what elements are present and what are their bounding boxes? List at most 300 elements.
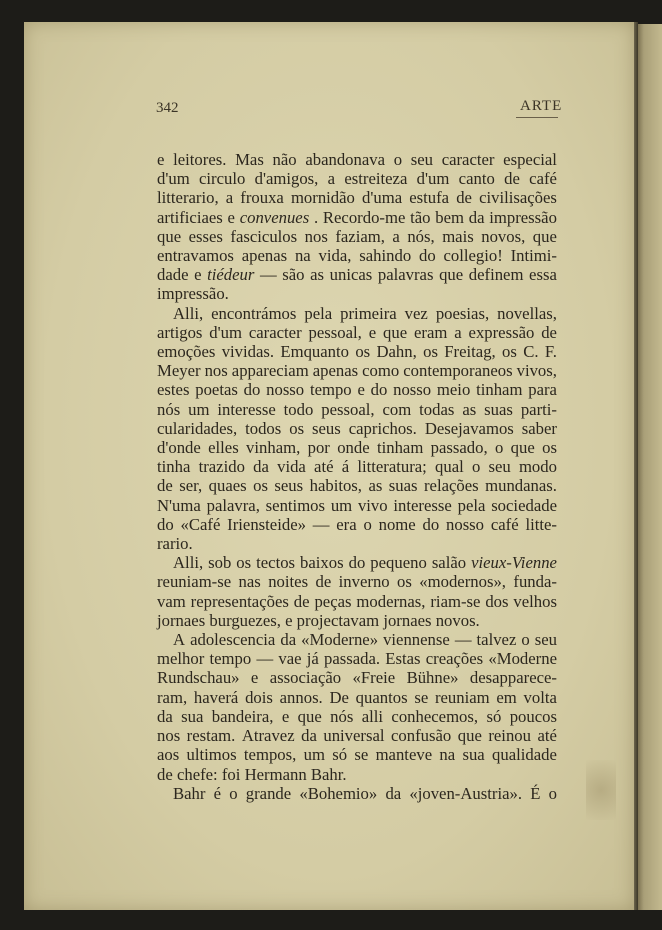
word: «Moderne bbox=[488, 649, 557, 669]
word: dade bbox=[157, 265, 189, 285]
text-line bbox=[157, 284, 557, 303]
word: todas bbox=[419, 399, 455, 419]
word: passada. bbox=[324, 649, 381, 669]
word: fasciculos bbox=[230, 226, 298, 246]
word: especial bbox=[503, 150, 557, 169]
word: seu bbox=[488, 457, 511, 477]
word: — bbox=[256, 649, 274, 669]
word: do bbox=[418, 246, 436, 266]
word: meio bbox=[436, 380, 471, 400]
word: os bbox=[289, 418, 305, 438]
word: caprichos. bbox=[348, 418, 417, 438]
word: da bbox=[385, 783, 402, 803]
word: ram, bbox=[157, 687, 188, 707]
text-line bbox=[157, 265, 557, 284]
word: á bbox=[341, 457, 350, 477]
word: litteratura; bbox=[357, 457, 427, 477]
text-line bbox=[157, 553, 557, 572]
word: na bbox=[294, 246, 311, 266]
word: caracter bbox=[248, 322, 302, 342]
word: tempo bbox=[309, 380, 352, 400]
word: suas bbox=[484, 399, 513, 419]
word: nós bbox=[157, 399, 181, 419]
word: d'uma bbox=[362, 188, 403, 208]
word: o bbox=[229, 783, 238, 803]
word: parti- bbox=[520, 399, 557, 419]
word: circulo bbox=[198, 169, 246, 189]
text-line bbox=[157, 515, 557, 534]
word: burguezes, bbox=[209, 610, 286, 630]
word: café bbox=[490, 514, 519, 534]
word: a bbox=[327, 169, 336, 189]
word: que bbox=[510, 438, 535, 458]
word: elles bbox=[208, 438, 239, 458]
word: leitores. bbox=[173, 150, 227, 169]
word: impressão. bbox=[157, 284, 234, 304]
text-line bbox=[157, 188, 557, 207]
word: nosso bbox=[393, 380, 432, 400]
word: sentimos bbox=[265, 495, 326, 515]
word: e bbox=[285, 610, 297, 630]
word: vinham, bbox=[246, 438, 301, 458]
text-line bbox=[157, 496, 557, 515]
word: e bbox=[368, 322, 377, 342]
word: De bbox=[329, 687, 349, 707]
text-line bbox=[157, 457, 557, 476]
word: a bbox=[392, 226, 400, 246]
word: nosso bbox=[446, 514, 485, 534]
word: pela bbox=[304, 303, 333, 323]
word: — bbox=[454, 630, 472, 650]
word: impressão bbox=[489, 207, 557, 227]
word: pela bbox=[457, 495, 486, 515]
word: até bbox=[314, 457, 334, 477]
word: seus bbox=[312, 418, 341, 438]
body-text bbox=[157, 150, 557, 803]
word: Bahr. bbox=[310, 764, 351, 784]
word: interesse bbox=[217, 399, 276, 419]
word: vida, bbox=[318, 246, 352, 266]
word: «Freie bbox=[352, 668, 396, 688]
word: É bbox=[530, 783, 541, 803]
word: o bbox=[393, 150, 403, 169]
word: e bbox=[281, 706, 290, 726]
word: vivo bbox=[357, 495, 388, 515]
text-line bbox=[157, 668, 557, 687]
word: que bbox=[383, 322, 408, 342]
word: estes bbox=[157, 380, 190, 400]
word: manteve bbox=[375, 745, 433, 765]
word: todo bbox=[283, 399, 314, 419]
word: litterario, bbox=[157, 188, 219, 208]
word: sua bbox=[181, 706, 204, 726]
word: o bbox=[495, 438, 504, 458]
text-line bbox=[157, 688, 557, 707]
word: creações bbox=[425, 649, 484, 669]
page-number: 342 bbox=[156, 100, 179, 116]
word: os bbox=[397, 572, 412, 592]
word: Bahr bbox=[173, 783, 206, 803]
word: artificiaes bbox=[157, 207, 223, 227]
text-line bbox=[157, 476, 557, 495]
word: todos bbox=[245, 418, 282, 438]
word: de bbox=[293, 591, 310, 611]
word: Alli, bbox=[173, 553, 204, 573]
word: suas bbox=[388, 476, 418, 496]
word: que bbox=[157, 226, 182, 246]
word: emoções bbox=[157, 342, 216, 362]
word: sob bbox=[208, 553, 232, 573]
word: inverno bbox=[338, 572, 390, 592]
word: adolescencia bbox=[190, 630, 276, 650]
word: tempos, bbox=[243, 745, 297, 765]
word: nas bbox=[238, 572, 261, 592]
text-line bbox=[157, 323, 557, 342]
text-line bbox=[157, 304, 557, 323]
word: nosso bbox=[266, 380, 305, 400]
word: melhor bbox=[157, 649, 205, 669]
word: jornaes bbox=[157, 610, 210, 630]
word: «Moderne» bbox=[301, 630, 379, 650]
word: mornidão bbox=[290, 188, 355, 208]
word: eram bbox=[414, 322, 448, 342]
word: salão bbox=[431, 553, 467, 573]
word: aos bbox=[157, 745, 180, 765]
word: e bbox=[250, 668, 259, 688]
word: passado, bbox=[430, 438, 488, 458]
word: a bbox=[454, 322, 462, 342]
word: riam-se bbox=[430, 591, 481, 611]
word: não bbox=[272, 150, 297, 169]
text-line bbox=[157, 169, 557, 188]
word: encontrámos bbox=[211, 303, 297, 323]
word: cularidades, bbox=[157, 418, 238, 438]
word: seus bbox=[274, 476, 304, 496]
word: tectos bbox=[256, 553, 296, 573]
word: nome bbox=[378, 514, 416, 534]
word: do bbox=[157, 514, 174, 534]
word: A bbox=[173, 630, 186, 650]
word: Desejavamos bbox=[424, 418, 514, 438]
word: Freitag, bbox=[444, 342, 496, 362]
word: os bbox=[355, 342, 371, 362]
word: tão bbox=[410, 207, 431, 227]
running-head-rule bbox=[516, 117, 558, 118]
running-head: ARTE bbox=[520, 98, 563, 114]
text-line bbox=[157, 246, 557, 265]
word: contemporaneos bbox=[403, 361, 513, 381]
word: vida bbox=[277, 457, 306, 477]
word: de bbox=[456, 188, 472, 208]
paper-stain bbox=[586, 760, 616, 820]
word: em bbox=[496, 687, 517, 707]
word: «joven-Austria». bbox=[409, 783, 523, 803]
word: Estas bbox=[385, 649, 421, 669]
word: o bbox=[548, 783, 557, 803]
word: Bühne» bbox=[406, 668, 459, 688]
word: do bbox=[422, 514, 440, 534]
word: confusão bbox=[391, 726, 452, 746]
word: da bbox=[280, 630, 297, 650]
word: estreiteza bbox=[344, 169, 408, 189]
word: até bbox=[537, 726, 557, 746]
word: d'onde bbox=[157, 438, 201, 458]
word: Recordo-me bbox=[322, 207, 406, 227]
word: poetas bbox=[195, 380, 238, 400]
word: de bbox=[504, 169, 520, 189]
word: sua bbox=[462, 745, 485, 765]
word: da bbox=[157, 706, 173, 726]
word: «modernos», bbox=[419, 572, 506, 592]
word: sociedade bbox=[491, 495, 557, 515]
word: — bbox=[312, 514, 330, 534]
word: se bbox=[414, 687, 429, 707]
word: Mas bbox=[235, 150, 264, 169]
word: projectavam bbox=[296, 610, 384, 630]
word: reuniam-se bbox=[157, 572, 232, 592]
word: annos. bbox=[279, 687, 323, 707]
word: que bbox=[532, 226, 557, 246]
word: café bbox=[529, 169, 557, 189]
word: saber bbox=[521, 418, 557, 438]
word: as bbox=[310, 265, 325, 285]
word: tinha bbox=[157, 457, 191, 477]
word: chefe: bbox=[176, 764, 222, 784]
word: faziam, bbox=[335, 226, 385, 246]
word: nós bbox=[330, 706, 354, 726]
word: era bbox=[336, 514, 357, 534]
word: Hermann bbox=[244, 764, 311, 784]
word: tinham bbox=[476, 380, 523, 400]
word: alli bbox=[361, 706, 384, 726]
word: modernas, bbox=[356, 591, 426, 611]
word: vam bbox=[157, 591, 186, 611]
text-line bbox=[157, 784, 557, 803]
word: quaes bbox=[208, 476, 247, 496]
text-line bbox=[157, 419, 557, 438]
word: rario. bbox=[157, 534, 197, 554]
italic-word: convenues bbox=[239, 207, 310, 227]
word: . bbox=[313, 207, 319, 227]
word: Meyer bbox=[157, 361, 201, 381]
word: C. bbox=[523, 342, 539, 362]
word: trazido bbox=[198, 457, 245, 477]
word: nós, bbox=[407, 226, 435, 246]
word: unicas bbox=[329, 265, 373, 285]
word: novos, bbox=[481, 226, 526, 246]
word: apenas bbox=[312, 361, 359, 381]
word: sahindo bbox=[359, 246, 412, 266]
word: bem bbox=[435, 207, 464, 227]
word: essa bbox=[529, 265, 557, 285]
word: de bbox=[315, 572, 332, 592]
word: civilisações bbox=[479, 188, 557, 208]
word: Emquanto bbox=[280, 342, 349, 362]
text-line bbox=[157, 380, 557, 399]
word: como bbox=[362, 361, 400, 381]
word: o bbox=[521, 630, 530, 650]
word: talvez bbox=[476, 630, 517, 650]
word: vivos, bbox=[516, 361, 557, 381]
word: nos bbox=[204, 361, 228, 381]
word: nos bbox=[304, 226, 328, 246]
word: palavras bbox=[377, 265, 434, 285]
word: só bbox=[332, 745, 348, 765]
word: jornaes bbox=[383, 610, 436, 630]
word: peças bbox=[314, 591, 352, 611]
word: expressão bbox=[468, 322, 535, 342]
word: nos bbox=[157, 726, 181, 746]
word: palavra, bbox=[206, 495, 260, 515]
word: dos bbox=[485, 591, 509, 611]
text-line bbox=[157, 438, 557, 457]
word: «Café bbox=[180, 514, 221, 534]
word: na bbox=[439, 745, 456, 765]
text-line bbox=[157, 707, 557, 726]
word: se bbox=[354, 745, 369, 765]
word: bandeira, bbox=[211, 706, 274, 726]
word: do bbox=[243, 380, 261, 400]
word: restam. bbox=[186, 726, 236, 746]
word: haverá bbox=[193, 687, 239, 707]
word: litte- bbox=[525, 514, 557, 534]
word: qual bbox=[435, 457, 464, 477]
word: as bbox=[462, 399, 477, 419]
word: collegio! bbox=[443, 246, 503, 266]
word: esses bbox=[188, 226, 223, 246]
word: mais bbox=[442, 226, 474, 246]
italic-word: vieux-Vienne bbox=[471, 553, 557, 573]
word: d'um bbox=[416, 169, 450, 189]
word: e bbox=[357, 380, 365, 400]
word: ser, bbox=[179, 476, 203, 496]
word: habitos, bbox=[309, 476, 362, 496]
word: associação bbox=[269, 668, 342, 688]
word: relações bbox=[424, 476, 479, 496]
word: apenas bbox=[241, 246, 288, 266]
word: poucos bbox=[509, 706, 557, 726]
word: desapparece- bbox=[469, 668, 557, 688]
word: um bbox=[330, 495, 353, 515]
word: os bbox=[253, 476, 268, 496]
word: as bbox=[368, 476, 383, 496]
word: representações bbox=[190, 591, 289, 611]
word: é bbox=[213, 783, 222, 803]
text-line bbox=[157, 572, 557, 591]
word: do bbox=[370, 380, 388, 400]
word: por bbox=[307, 438, 330, 458]
word: appareciam bbox=[231, 361, 309, 381]
word: de bbox=[157, 476, 173, 496]
word: de bbox=[541, 322, 557, 342]
word: e bbox=[157, 150, 165, 169]
word: d'um bbox=[157, 169, 190, 189]
word: definem bbox=[468, 265, 524, 285]
word: para bbox=[528, 380, 557, 400]
word: entravamos bbox=[157, 246, 234, 266]
word: o bbox=[363, 514, 372, 534]
word: tinham bbox=[376, 438, 424, 458]
word: pessoal, bbox=[321, 399, 375, 419]
word: conhecemos, bbox=[391, 706, 479, 726]
word: de bbox=[157, 764, 177, 784]
word: baixos bbox=[300, 553, 344, 573]
word: artigos bbox=[157, 322, 203, 342]
word: «Bohemio» bbox=[299, 783, 378, 803]
word: da bbox=[253, 457, 269, 477]
word: funda- bbox=[513, 572, 557, 592]
word: vividas. bbox=[221, 342, 275, 362]
word: os bbox=[502, 342, 517, 362]
word: foi bbox=[221, 764, 245, 784]
word: um bbox=[303, 745, 325, 765]
word: a bbox=[225, 188, 234, 208]
word: interesse bbox=[393, 495, 452, 515]
word: reinou bbox=[488, 726, 531, 746]
word: tempo bbox=[209, 649, 252, 669]
word: os bbox=[236, 553, 252, 573]
word: d'amigos, bbox=[254, 169, 319, 189]
word: ultimos bbox=[186, 745, 237, 765]
word: pequeno bbox=[370, 553, 427, 573]
word: frouxa bbox=[240, 188, 284, 208]
word: que bbox=[297, 706, 322, 726]
word: N'uma bbox=[157, 495, 201, 515]
word: Dahn, bbox=[376, 342, 417, 362]
word: reuniam bbox=[434, 687, 490, 707]
adjacent-page-edge bbox=[636, 24, 662, 910]
word: quantos bbox=[355, 687, 408, 707]
word: dois bbox=[245, 687, 273, 707]
word: vez bbox=[404, 303, 428, 323]
text-line bbox=[157, 630, 557, 649]
word: d'um bbox=[209, 322, 242, 342]
text-line bbox=[157, 726, 557, 745]
word: são bbox=[282, 265, 305, 285]
word: noites bbox=[268, 572, 309, 592]
text-line bbox=[157, 534, 557, 553]
word: qualidade bbox=[492, 745, 557, 765]
word: e bbox=[194, 265, 202, 285]
text-line bbox=[157, 611, 557, 630]
word: modo bbox=[518, 457, 557, 477]
word: estufa bbox=[409, 188, 450, 208]
word: mundanas. bbox=[485, 476, 557, 496]
text-line bbox=[157, 342, 557, 361]
word: e bbox=[227, 207, 235, 227]
word: seu bbox=[534, 630, 557, 650]
word: o bbox=[471, 457, 481, 477]
word: F. bbox=[544, 342, 557, 362]
word: do bbox=[348, 553, 366, 573]
word: grande bbox=[245, 783, 292, 803]
word: Rundschau» bbox=[157, 668, 240, 688]
text-line bbox=[157, 400, 557, 419]
text-line bbox=[157, 361, 557, 380]
word: pessoal, bbox=[308, 322, 362, 342]
word: seu bbox=[410, 150, 433, 169]
word: que bbox=[457, 726, 482, 746]
word: Alli, bbox=[173, 303, 204, 323]
word: canto bbox=[458, 169, 495, 189]
word: novellas, bbox=[497, 303, 557, 323]
word: Intimi- bbox=[510, 246, 557, 266]
italic-word: tiédeur bbox=[207, 265, 255, 285]
word: Iriensteide» bbox=[227, 514, 306, 534]
word: novos. bbox=[435, 610, 484, 630]
text-line bbox=[157, 227, 557, 246]
word: caracter bbox=[441, 150, 495, 169]
